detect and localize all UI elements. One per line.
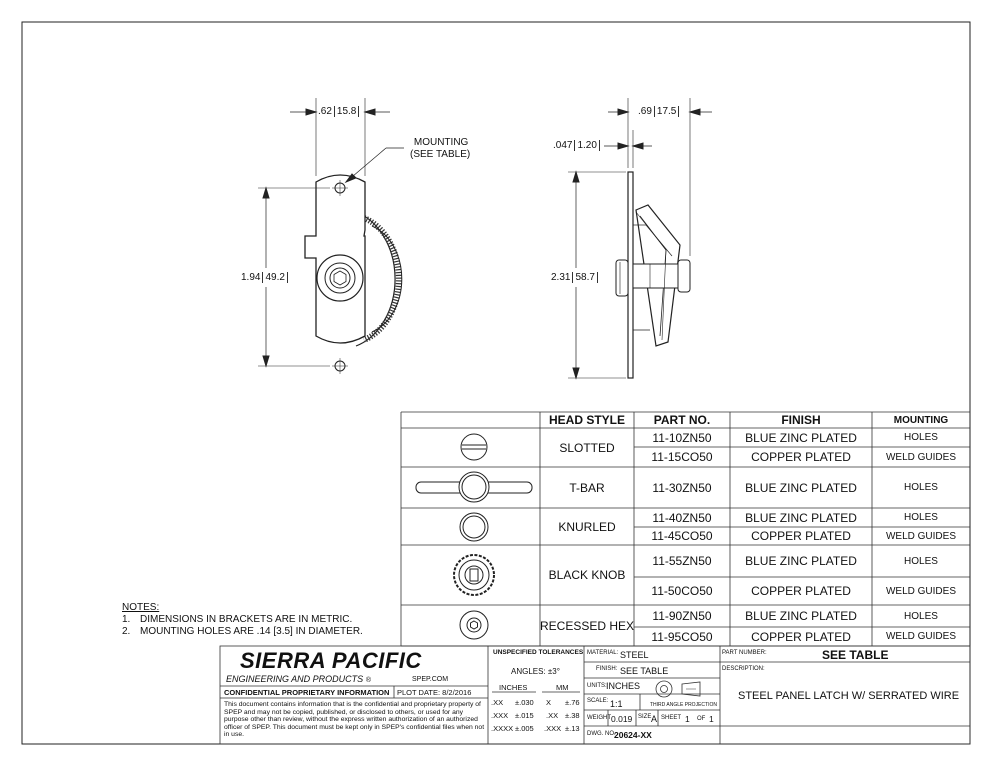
tolerance-in-value: ±.015 [515, 711, 534, 720]
finish-cell: BLUE ZINC PLATED [745, 430, 857, 445]
size-label: SIZE [638, 714, 652, 720]
weight-value: 0.019 [611, 714, 633, 724]
dim-side-height [551, 273, 598, 283]
company-logo: SIERRA PACIFIC [240, 648, 422, 673]
callout-line-1: MOUNTING [413, 137, 469, 148]
tolerance-in: .XXX [491, 711, 509, 720]
finish-cell: BLUE ZINC PLATED [745, 554, 857, 568]
sheet-label: SHEET [661, 715, 682, 721]
finish-cell: COPPER PLATED [751, 584, 851, 598]
tolerance-mm-value: ±.13 [565, 724, 580, 733]
dim-value-mm: 17.5 [654, 106, 679, 117]
t-bar-head-icon [416, 472, 532, 502]
part-no-cell: 11-90ZN50 [652, 609, 712, 623]
knurled-head-icon [460, 513, 488, 541]
finish-cell: BLUE ZINC PLATED [745, 510, 857, 525]
plot-date-value: 8/2/2016 [442, 688, 472, 697]
tolerances-title: UNSPECIFIED TOLERANCES [493, 649, 584, 656]
slotted-head-icon [461, 434, 487, 460]
head-style-t-bar: T-BAR [569, 480, 605, 495]
dim-value: .047 [553, 140, 573, 151]
note-number: 1. [122, 614, 131, 625]
registered-mark: ® [365, 677, 371, 684]
mounting-callout [410, 137, 470, 161]
mounting-cell: WELD GUIDES [885, 585, 956, 597]
material-label: MATERIAL: [587, 650, 619, 656]
part-no-cell: 11-95CO50 [651, 629, 713, 644]
units-label: UNITS: [587, 683, 607, 689]
black-knob-head-icon [454, 555, 494, 595]
part-no-cell: 11-40ZN50 [652, 510, 712, 525]
header-head-style: HEAD STYLE [548, 413, 625, 427]
recessed-hex-head-icon [460, 611, 488, 639]
note-text: DIMENSIONS IN BRACKETS ARE IN METRIC. [140, 614, 353, 625]
company-website: SPEP.COM [412, 676, 449, 683]
part-number-label: PART NUMBER: [722, 650, 767, 656]
part-no-cell: 11-30ZN50 [652, 480, 712, 495]
part-no-cell: 11-15CO50 [651, 450, 713, 464]
confidential-title: CONFIDENTIAL PROPRIETARY INFORMATION [224, 688, 390, 697]
mounting-cell: WELD GUIDES [885, 451, 956, 463]
finish-label: FINISH: [596, 666, 618, 672]
dwg-no-label: DWG. NO. [587, 731, 616, 737]
head-style-black-knob: BLACK KNOB [548, 568, 626, 582]
header-part-no: PART NO. [653, 413, 711, 427]
dim-value: .62 [318, 106, 332, 117]
tolerance-mm-value: ±.38 [565, 711, 580, 720]
company-subtitle-text: ENGINEERING AND PRODUCTS [226, 674, 364, 684]
plot-date-label: PLOT DATE: [397, 688, 441, 697]
header-mounting: MOUNTING [893, 414, 949, 426]
tolerance-angles: ANGLES: ±3° [511, 667, 560, 676]
scale-value: 1:1 [610, 699, 623, 709]
mounting-cell: HOLES [904, 610, 938, 622]
part-number-value: SEE TABLE [822, 648, 889, 662]
tolerance-inches-label: INCHES [499, 683, 528, 692]
dim-value-mm: 15.8 [334, 106, 359, 117]
tolerance-in-value: ±.030 [515, 698, 534, 707]
tolerance-mm-value: ±.76 [565, 698, 580, 707]
dim-side-thickness [553, 141, 600, 151]
dim-value-mm: 49.2 [262, 272, 287, 283]
dim-front-width [318, 107, 359, 117]
tolerance-in-value: ±.005 [515, 724, 534, 733]
tolerance-in: .XX [491, 698, 504, 707]
confidential-text: This document contains information that is the confidential and proprietary property of SPEP and may not be copied, published, or disclosed to others, or used for any purpose other than review, without the express written authorization of an authorized officer of SPEP. This document must be kept only in SPEP's confidential files when not in use. [224, 701, 485, 739]
dim-value: 1.94 [241, 272, 261, 283]
company-subtitle [226, 675, 371, 684]
finish-cell: COPPER PLATED [751, 629, 851, 644]
mounting-cell: WELD GUIDES [885, 631, 956, 642]
finish-cell: COPPER PLATED [751, 529, 851, 543]
mounting-cell: WELD GUIDES [885, 530, 956, 542]
dim-value: 2.31 [551, 272, 571, 283]
part-no-cell: 11-50CO50 [651, 584, 713, 598]
mounting-cell: HOLES [904, 512, 938, 523]
callout-line-2: (SEE TABLE) [410, 149, 471, 160]
part-no-cell: 11-45CO50 [651, 529, 713, 543]
part-no-cell: 11-10ZN50 [652, 430, 712, 445]
units-value: INCHES [606, 681, 641, 691]
finish-value: SEE TABLE [620, 666, 669, 676]
material-value: STEEL [620, 650, 649, 660]
sheet-total: 1 [709, 714, 714, 724]
weight-label: WEIGHT [587, 715, 611, 721]
head-style-slotted: SLOTTED [559, 440, 615, 455]
sheet-value: 1 [685, 714, 690, 724]
third-angle-projection-icon [656, 681, 700, 697]
tolerance-mm: X [546, 698, 552, 707]
plot-date [397, 689, 471, 697]
part-no-cell: 11-55ZN50 [652, 554, 712, 568]
description-value: STEEL PANEL LATCH W/ SERRATED WIRE [738, 690, 960, 702]
head-style-knurled: KNURLED [558, 519, 616, 534]
dim-side-depth [638, 107, 679, 117]
front-view [258, 98, 404, 374]
tolerance-in: .XXXX [491, 724, 514, 733]
size-value: A [651, 714, 658, 724]
finish-cell: COPPER PLATED [751, 450, 851, 464]
note-number: 2. [122, 626, 131, 637]
scale-label: SCALE: [587, 698, 609, 704]
dim-value-mm: 58.7 [572, 272, 597, 283]
of-label: OF [697, 716, 706, 722]
tolerance-mm-label: MM [556, 683, 569, 692]
note-text: MOUNTING HOLES ARE .14 [3.5] IN DIAMETER. [140, 626, 363, 637]
header-finish: FINISH [781, 413, 821, 427]
dim-value: .69 [638, 106, 652, 117]
dim-front-height [241, 273, 288, 283]
head-style-recessed-hex: RECESSED HEX [539, 618, 635, 633]
dwg-no-value: 20624-XX [614, 730, 652, 740]
finish-cell: BLUE ZINC PLATED [745, 480, 857, 495]
mounting-cell: HOLES [904, 432, 938, 443]
mounting-cell: HOLES [904, 555, 938, 567]
notes-title: NOTES: [122, 602, 160, 613]
dim-value-mm: 1.20 [574, 140, 599, 151]
projection-label: THIRD ANGLE PROJECTION [650, 702, 717, 708]
tolerance-mm: .XXX [544, 724, 562, 733]
finish-cell: BLUE ZINC PLATED [745, 609, 857, 623]
tolerance-mm: .XX [546, 711, 559, 720]
description-label: DESCRIPTION: [722, 666, 765, 672]
mounting-cell: HOLES [904, 482, 938, 493]
